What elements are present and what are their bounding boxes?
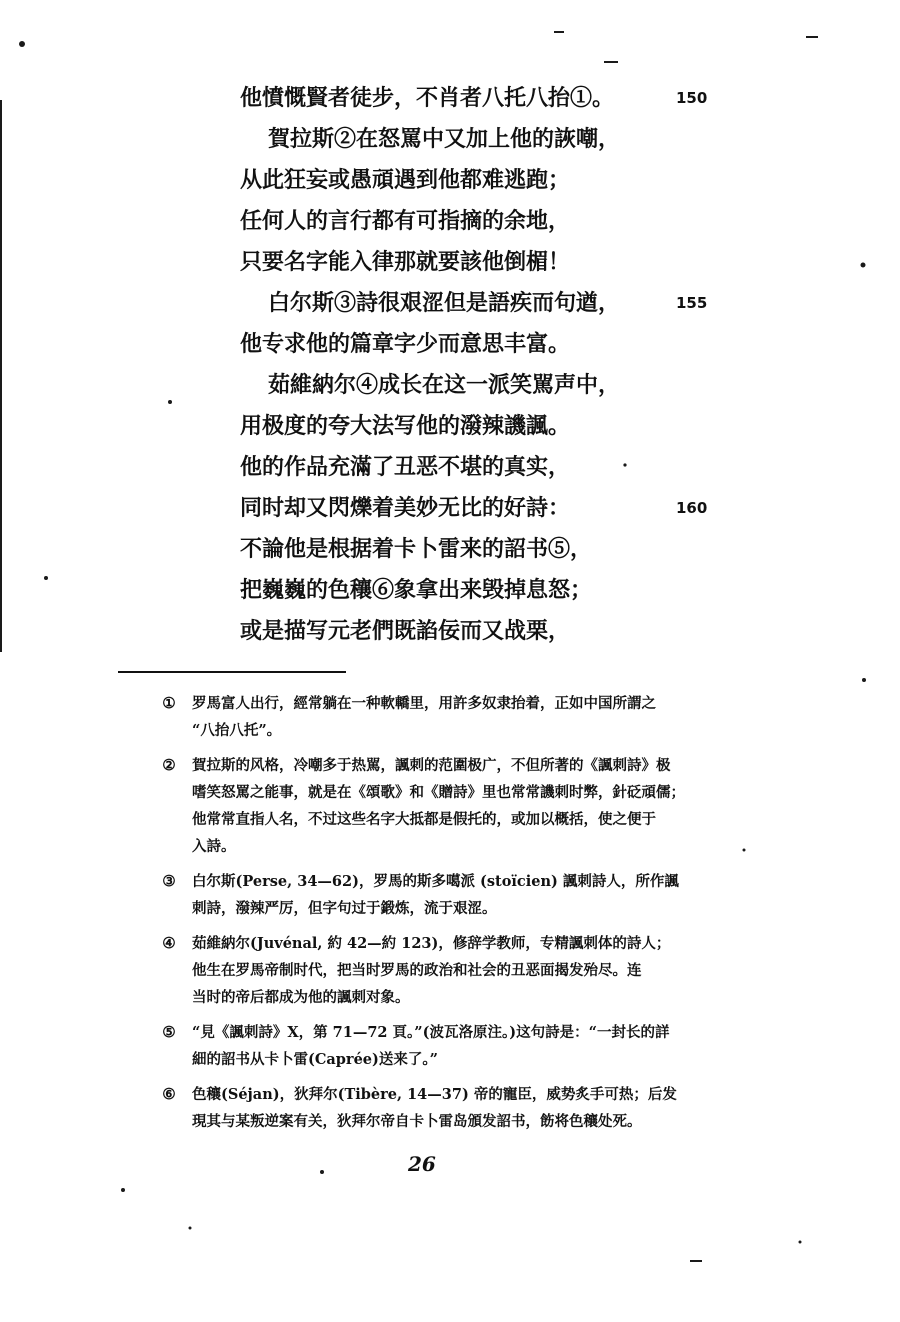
- verse-line: [240, 570, 700, 611]
- verse-text: 把巍巍的色穰⑥象拿出来毁掉息怒；: [240, 577, 593, 603]
- verse-text: 他憤慨賢者徒步，不肖者八托八抬①。: [240, 85, 615, 111]
- footnote-line: 当时的帝后都成为他的諷刺对象。: [192, 989, 410, 1006]
- footnote-line: 入詩。: [192, 838, 236, 855]
- verse-line: [240, 406, 700, 447]
- verse-line: [240, 119, 700, 160]
- footnote-marker: ⑤: [162, 1023, 176, 1041]
- footnote-line: 刺詩，潑辣严厉，但字句过于鍛炼，流于艰涩。: [192, 900, 497, 917]
- footnote-marker: ①: [162, 694, 176, 712]
- verse-text: 茹維納尔④成长在这一派笑駡声中，: [268, 372, 621, 398]
- verse-line: [240, 365, 700, 406]
- verse-line: [240, 201, 700, 242]
- footnote-line: 白尔斯(Perse, 34—62)，罗馬的斯多噶派 (stoïcien) 諷刺詩人，所作諷: [192, 873, 679, 890]
- page-number: 26: [408, 1152, 436, 1176]
- footnote-line: 現其与某叛逆案有关，狄拜尔帝自卡卜雷岛頒发詔书，飭将色穰处死。: [192, 1113, 642, 1130]
- verse-line: [240, 283, 708, 324]
- line-number: 155: [676, 294, 708, 312]
- footnote-marker: ⑥: [162, 1085, 176, 1103]
- verse-line: [240, 324, 700, 365]
- verse-text: 任何人的言行都有可指摘的余地，: [240, 208, 571, 234]
- footnote-marker: ④: [162, 934, 176, 952]
- verse-text: 他的作品充滿了丑恶不堪的真实，: [240, 454, 571, 480]
- footnotes: [158, 690, 758, 1143]
- footnote: [158, 690, 758, 744]
- verse-line: [240, 488, 708, 529]
- verse-text: 賀拉斯②在怒罵中又加上他的詼嘲，: [268, 126, 621, 152]
- verse-text: 从此狂妄或愚頑遇到他都难逃跑；: [240, 167, 571, 193]
- footnote-line: “見《諷刺詩》Ⅹ，第 71—72 頁。”(波瓦洛原注。)这句詩是：“一封长的詳: [192, 1024, 670, 1041]
- verse-line: [240, 242, 700, 283]
- footnote-marker: ③: [162, 872, 176, 890]
- verse-text: 同时却又閃爍着美妙无比的好詩：: [240, 495, 571, 521]
- verse-line: [240, 160, 700, 201]
- footnote-line: 茹維納尔(Juvénal, 約 42—約 123)，修辞学教师，专精諷刺体的詩人；: [192, 935, 671, 952]
- footnote: [158, 868, 758, 922]
- verse-line: [240, 611, 700, 652]
- footnote-marker: ②: [162, 756, 176, 774]
- footnote-divider: [118, 671, 346, 673]
- footnote-line: 色穰(Séjan)，狄拜尔(Tibère, 14—37) 帝的寵臣，威势炙手可热；后发: [192, 1086, 677, 1103]
- poem-verse: [240, 78, 708, 652]
- footnote: [158, 1019, 758, 1073]
- verse-text: 用极度的夸大法写他的潑辣譏諷。: [240, 413, 571, 439]
- line-number: 160: [676, 499, 708, 517]
- verse-line: [240, 447, 700, 488]
- footnote-line: 他生在罗馬帝制时代，把当时罗馬的政治和社会的丑恶面揭发殆尽。连: [192, 962, 642, 979]
- verse-line: [240, 78, 708, 119]
- verse-text: 白尔斯③詩很艰涩但是語疾而句遒，: [268, 290, 621, 316]
- verse-text: 不論他是根据着卡卜雷来的詔书⑤，: [240, 536, 593, 562]
- footnote-line: 罗馬富人出行，經常躺在一种軟轎里，用許多奴隶抬着，正如中国所謂之: [192, 695, 656, 712]
- footnote: [158, 930, 758, 1011]
- line-number: 150: [676, 89, 708, 107]
- verse-text: 或是描写元老們既諂佞而又战栗，: [240, 618, 571, 644]
- verse-text: 只要名字能入律那就要該他倒楣！: [240, 249, 571, 275]
- footnote-line: 嗜笑怒罵之能事，就是在《頌歌》和《贈詩》里也常常譏刺时弊，針砭頑儒；: [192, 784, 685, 801]
- footnote: [158, 1081, 758, 1135]
- footnote-line: 他常常直指人名，不过这些名字大抵都是假托的，或加以概括，使之便于: [192, 811, 656, 828]
- verse-text: 他专求他的篇章字少而意思丰富。: [240, 331, 571, 357]
- footnote: [158, 752, 758, 860]
- footnote-line: “八抬八托”。: [192, 722, 282, 739]
- footnote-line: 細的詔书从卡卜雷(Caprée)送来了。”: [192, 1051, 438, 1068]
- footnote-line: 賀拉斯的风格，冷嘲多于热駡，諷刺的范圍极广，不但所著的《諷刺詩》极: [192, 757, 671, 774]
- verse-line: [240, 529, 700, 570]
